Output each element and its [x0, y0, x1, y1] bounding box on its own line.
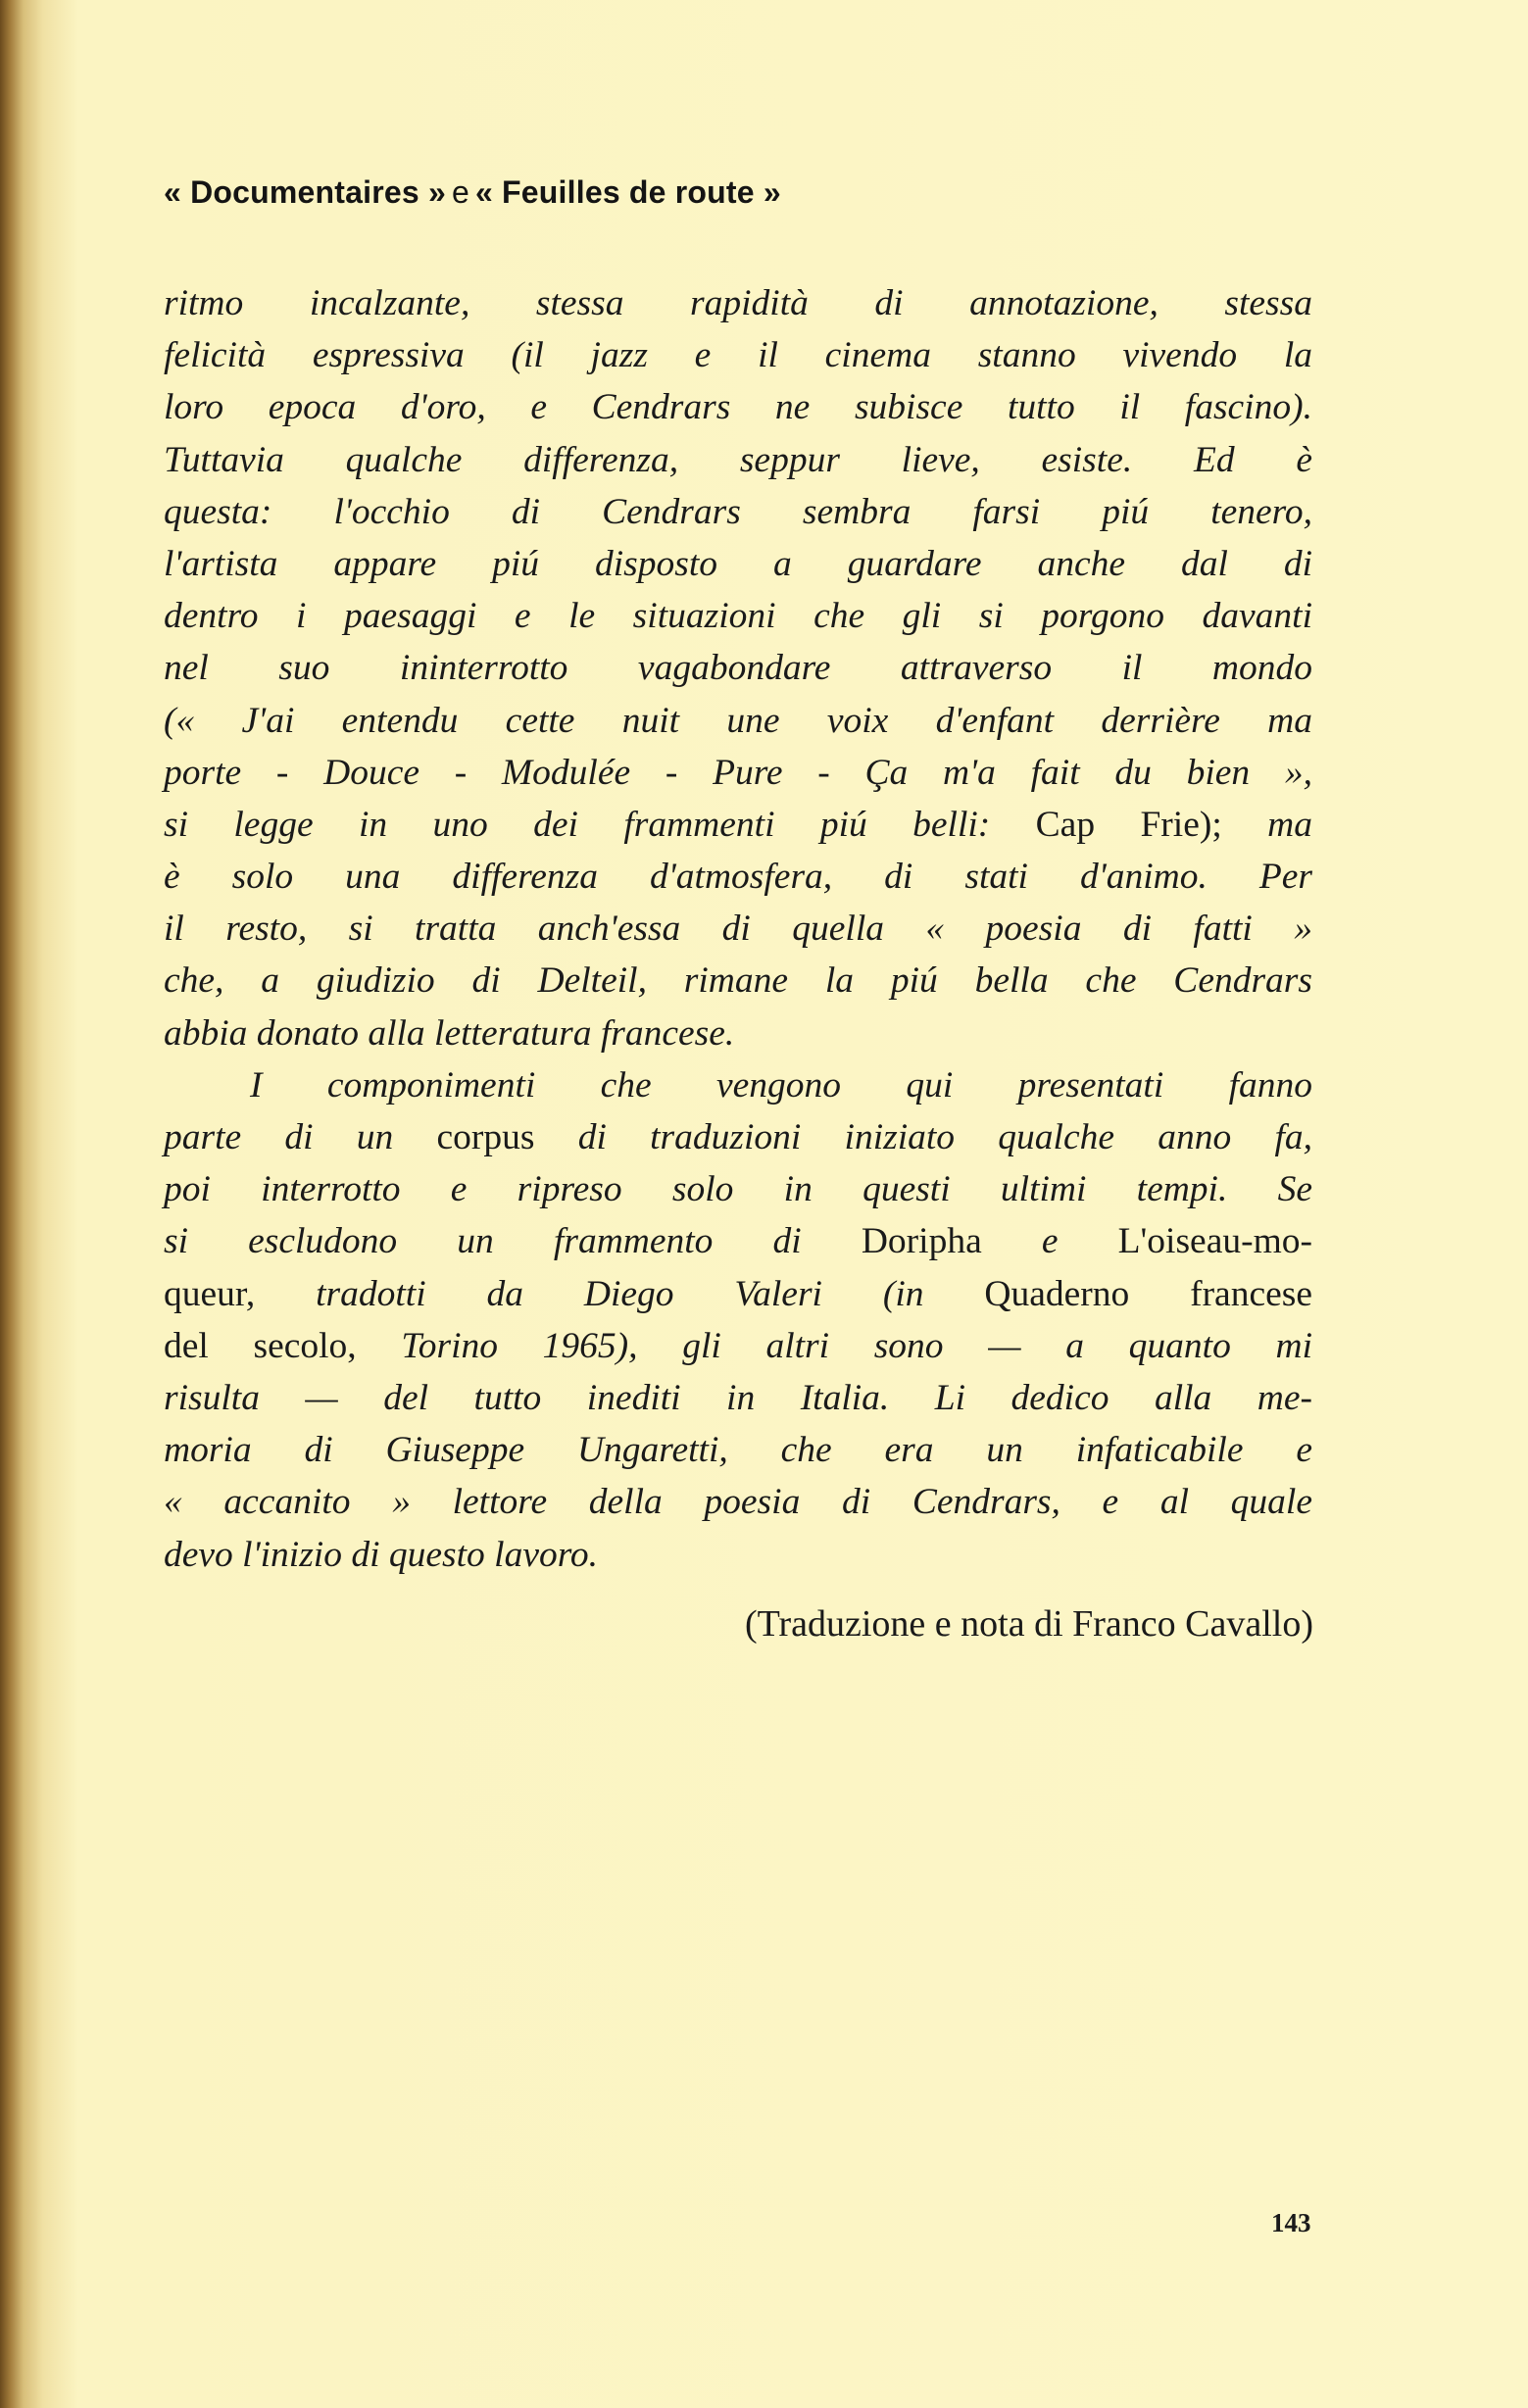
text-line [164, 538, 1312, 590]
text-segment: del secolo, [164, 1325, 402, 1366]
paragraph [164, 277, 1312, 1059]
text-segment: parte di un [164, 1117, 437, 1157]
text-line [164, 277, 1312, 329]
text-line [164, 695, 1312, 747]
text-segment: di traduzioni iniziato qualche anno fa, [534, 1117, 1312, 1157]
text-line [164, 1268, 1312, 1320]
text-segment: L'oiseau-mo- [1117, 1221, 1312, 1262]
header-title-left: « Documentaires » [164, 174, 446, 210]
text-segment: felicità espressiva (il jazz e il cinema stanno vivendo la [164, 335, 1312, 376]
text-segment: risulta — del tutto inediti in Italia. Li dedico alla me- [164, 1377, 1312, 1418]
text-line [164, 1424, 1312, 1476]
text-segment: Doripha [861, 1221, 982, 1262]
text-line [164, 590, 1312, 642]
header-title-right: « Feuilles de route » [474, 174, 781, 210]
text-segment: dentro i paesaggi e le situazioni che gli si porgono davanti [164, 596, 1312, 637]
text-line [164, 1059, 1312, 1111]
text-segment: si escludono un frammento di [164, 1221, 862, 1262]
text-line [164, 903, 1312, 955]
text-segment: queur, [164, 1273, 317, 1314]
text-segment: corpus [436, 1117, 535, 1157]
text-segment: si legge in uno dei frammenti piú belli: [164, 804, 991, 845]
text-segment: « accanito » lettore della poesia di Cendrars, e al quale [164, 1482, 1312, 1523]
text-line [164, 1163, 1312, 1215]
text-segment: Torino 1965), gli altri sono — a quanto mi [401, 1325, 1312, 1366]
text-line [164, 747, 1312, 799]
header-conjunction: e [451, 174, 469, 210]
text-segment: porte - Douce - Modulée - Pure - Ça m'a fait du bien », [164, 752, 1312, 793]
text-segment: devo l'inizio di questo lavoro. [164, 1534, 599, 1575]
text-segment: questa: l'occhio di Cendrars sembra farsi piú tenero, [164, 491, 1312, 532]
text-segment: tradotti da Diego Valeri (in [316, 1273, 985, 1314]
text-line [164, 434, 1312, 486]
text-line [164, 381, 1312, 433]
text-segment: l'artista appare piú disposto a guardare anche dal di [164, 543, 1312, 584]
text-segment: è solo una differenza d'atmosfera, di stati d'animo. Per [164, 857, 1312, 898]
text-segment: ritmo incalzante, stessa rapidità di annotazione, stessa [164, 283, 1312, 323]
text-line [164, 851, 1312, 903]
text-line [164, 329, 1312, 381]
text-line [164, 955, 1312, 1007]
text-line [164, 1320, 1312, 1372]
text-segment: I componimenti che vengono qui presentati fanno [250, 1064, 1312, 1106]
text-segment: Tuttavia qualche differenza, seppur lieve, esiste. Ed è [164, 439, 1312, 480]
text-line [164, 1372, 1312, 1424]
text-segment: e [981, 1221, 1118, 1262]
text-line [164, 1215, 1312, 1267]
text-segment: Cap Frie); [990, 804, 1268, 845]
page-number: 143 [1271, 2208, 1311, 2237]
text-line [164, 486, 1312, 538]
text-segment: moria di Giuseppe Ungaretti, che era un infaticabile e [164, 1430, 1312, 1471]
paragraph [164, 1059, 1312, 1581]
text-segment: abbia donato alla letteratura francese. [164, 1012, 735, 1054]
text-line [164, 642, 1312, 694]
text-segment: (« J'ai entendu cette nuit une voix d'enfant derrière ma [164, 700, 1312, 741]
body-text [164, 277, 1312, 1581]
text-line [164, 799, 1312, 851]
translation-credit: (Traduzione e nota di Franco Cavallo) [744, 1603, 1313, 1645]
text-segment: ma [1267, 804, 1312, 845]
text-line [164, 1111, 1312, 1163]
text-segment: loro epoca d'oro, e Cendrars ne subisce tutto il fascino). [164, 387, 1312, 428]
text-segment: poi interrotto e ripreso solo in questi ultimi tempi. Se [164, 1169, 1312, 1210]
text-line [164, 1529, 1312, 1581]
text-segment: il resto, si tratta anch'essa di quella « poesia di fatti » [164, 909, 1312, 950]
running-header [164, 174, 781, 211]
text-segment: Quaderno francese [984, 1273, 1312, 1314]
text-segment: che, a giudizio di Delteil, rimane la piú bella che Cendrars [164, 960, 1312, 1002]
text-segment: nel suo ininterrotto vagabondare attraverso il mondo [164, 648, 1312, 689]
text-line [164, 1007, 1312, 1059]
text-line [164, 1476, 1312, 1528]
